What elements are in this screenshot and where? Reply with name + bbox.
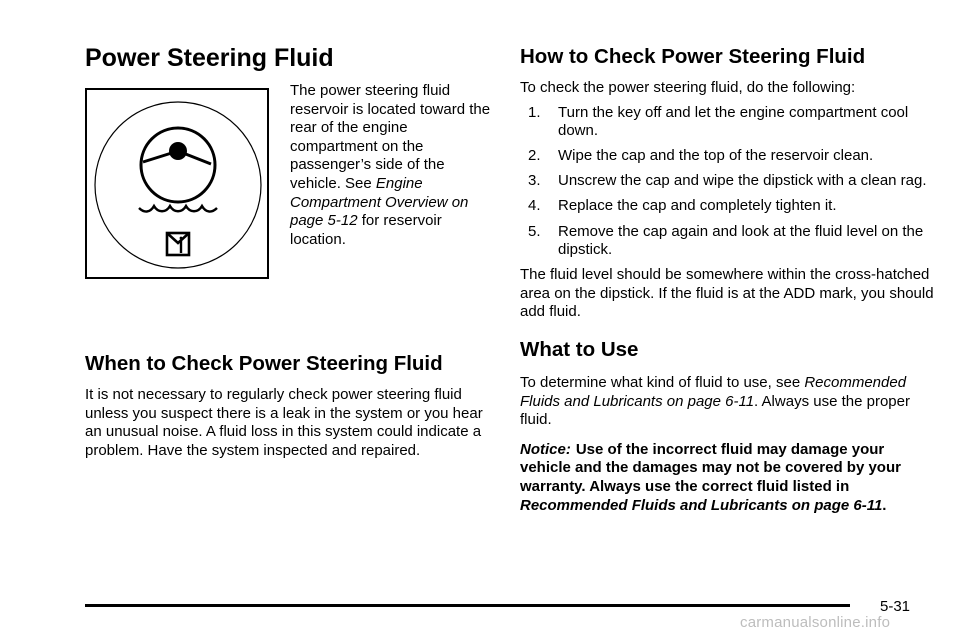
when-section (85, 350, 495, 460)
list-item: 5. Remove the cap again and look at the fluid level on the dipstick. (528, 222, 924, 259)
what-paragraph: To determine what kind of fluid to use, see Recommended Fluids and Lubricants on page 6-11. Always use the proper fluid. (520, 374, 910, 429)
list-item: 4. Replace the cap and completely tighten it. (528, 197, 837, 215)
engine-compartment-link[interactable]: Engine Compartment Overview on page 5-12 (290, 174, 469, 230)
left-column (85, 40, 495, 460)
notice-paragraph: Notice: Use of the incorrect fluid may damage your vehicle and the damages may not be covered by your warranty. Always use the correct fluid listed in Recommended Fluids and Lubricants on page 6-11. (520, 440, 901, 514)
intro-paragraph: The power steering fluid reservoir is located toward the rear of the engine compartment on the passenger’s side of the vehicle. See Engine Compartment Overview on page 5-12 for reservoir location. (290, 82, 491, 248)
watermark: carmanualsonline.info (740, 614, 891, 631)
intro-block (85, 82, 495, 288)
footer-rule (85, 604, 850, 607)
page-title: Power Steering Fluid (85, 44, 334, 72)
fluid-level-paragraph: The fluid level should be somewhere within the cross-hatched area on the dipstick. If the fluid is at the ADD mark, you should add fluid. (520, 266, 934, 321)
list-item: 3. Unscrew the cap and wipe the dipstick with a clean rag. (528, 172, 927, 190)
how-heading: How to Check Power Steering Fluid (520, 45, 866, 68)
symbol-box (85, 88, 269, 279)
notice-label: Notice: (520, 440, 571, 458)
page-number: 5-31 (880, 598, 911, 615)
power-steering-fluid-symbol-icon (87, 90, 267, 277)
notice-recommended-fluids-link[interactable]: Recommended Fluids and Lubricants on page 6-11 (520, 496, 883, 514)
right-column (520, 40, 935, 515)
list-item: 1. Turn the key off and let the engine compartment cool down. (528, 103, 909, 140)
what-section (520, 336, 935, 515)
when-heading: When to Check Power Steering Fluid (85, 352, 443, 375)
how-intro: To check the power steering fluid, do the following: (520, 79, 856, 96)
steps-list (520, 104, 935, 260)
recommended-fluids-link[interactable]: Recommended Fluids and Lubricants on page 6-11 (520, 374, 907, 410)
when-paragraph: It is not necessary to regularly check power steering fluid unless you suspect there is a leak in the system or you hear an unusual noise. A fluid loss in this system could indicate a problem. Have the system inspected and repaired. (85, 386, 483, 459)
list-item: 2. Wipe the cap and the top of the reservoir clean. (528, 147, 874, 165)
what-heading: What to Use (520, 338, 639, 362)
